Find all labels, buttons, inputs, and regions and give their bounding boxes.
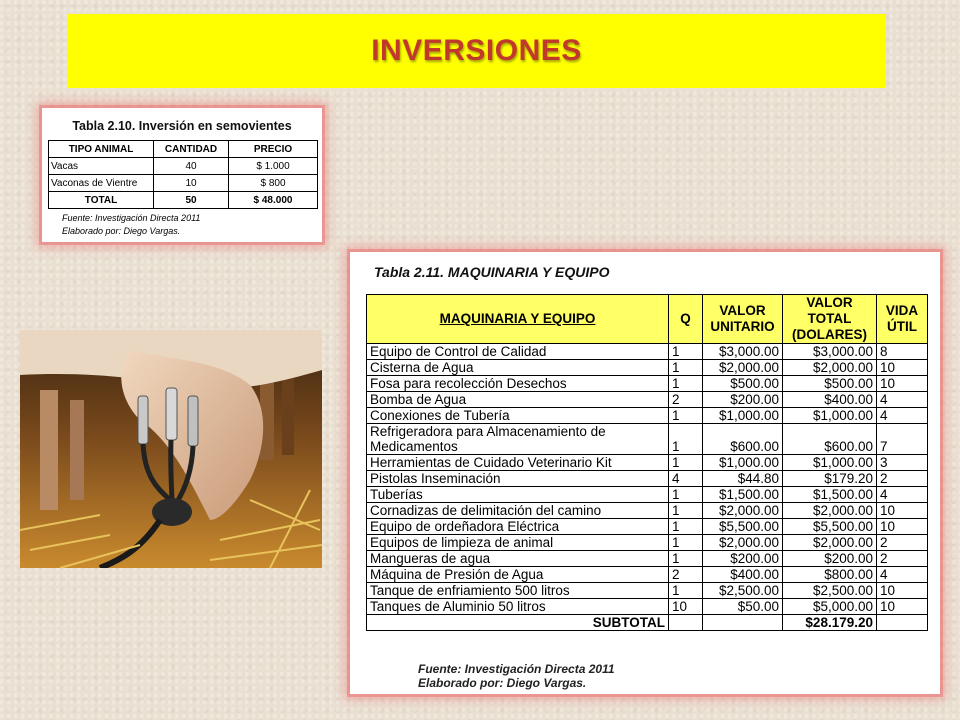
table2-cell: $5,000.00	[783, 599, 877, 615]
table2-cell: 1	[669, 535, 703, 551]
slide-title: INVERSIONES	[371, 34, 582, 67]
table1-cell: $ 1.000	[229, 158, 318, 175]
table2-title: Tabla 2.11. MAQUINARIA Y EQUIPO	[374, 264, 610, 280]
table2-cell: Fosa para recolección Desechos	[367, 376, 669, 392]
table2-cell: 2	[877, 471, 928, 487]
table2-cell: $200.00	[703, 392, 783, 408]
table1-cell: TOTAL	[49, 192, 154, 209]
table2-cell: 1	[669, 519, 703, 535]
table2-cell: $44.80	[703, 471, 783, 487]
table2-cell: Cisterna de Agua	[367, 360, 669, 376]
table2-cell: $2,500.00	[783, 583, 877, 599]
table-row	[367, 471, 928, 487]
table1-cell: 40	[154, 158, 229, 175]
title-banner	[68, 14, 885, 88]
table-row	[367, 535, 928, 551]
table2-cell: 4	[669, 471, 703, 487]
table-row	[367, 487, 928, 503]
table2-cell: $2,500.00	[703, 583, 783, 599]
table2-cell: 7	[877, 424, 928, 455]
table2-cell: $3,000.00	[783, 344, 877, 360]
table2-cell: Tanques de Aluminio 50 litros	[367, 599, 669, 615]
table2-header: VIDA ÚTIL	[877, 295, 928, 344]
table2-cell: Tanque de enfriamiento 500 litros	[367, 583, 669, 599]
table2-cell: 8	[877, 344, 928, 360]
table2-cell: 1	[669, 503, 703, 519]
table2-cell: $50.00	[703, 599, 783, 615]
table-row	[367, 376, 928, 392]
table2-cell: 1	[669, 551, 703, 567]
table2-cell: 2	[877, 535, 928, 551]
table2-cell: Mangueras de agua	[367, 551, 669, 567]
table2-cell: $2,000.00	[783, 360, 877, 376]
table2-cell: 4	[877, 487, 928, 503]
table2-cell: Pistolas Inseminación	[367, 471, 669, 487]
table-row	[367, 567, 928, 583]
table-row	[367, 583, 928, 599]
table2-cell: 4	[877, 567, 928, 583]
table1-header: CANTIDAD	[154, 141, 229, 158]
table2-cell: $5,500.00	[703, 519, 783, 535]
table2-cell: Tuberías	[367, 487, 669, 503]
table2-cell	[877, 615, 928, 631]
table2-cell: 10	[877, 360, 928, 376]
table2-cell: $1,000.00	[703, 408, 783, 424]
table2-cell: 1	[669, 360, 703, 376]
table1-header: TIPO ANIMAL	[49, 141, 154, 158]
table-row	[367, 360, 928, 376]
table2-cell: 2	[669, 567, 703, 583]
table2-cell: $2,000.00	[703, 535, 783, 551]
table2-cell: $179.20	[783, 471, 877, 487]
table2-cell: 1	[669, 487, 703, 503]
table2-cell	[669, 615, 703, 631]
table2-cell: 1	[669, 408, 703, 424]
table2-cell: 4	[877, 392, 928, 408]
table2-header: MAQUINARIA Y EQUIPO	[367, 295, 669, 344]
table1-cell: Vacas	[49, 158, 154, 175]
table2-cell: 2	[669, 392, 703, 408]
table-row	[367, 392, 928, 408]
dairy-cow-milking-photo	[20, 330, 322, 568]
table2-cell: Equipo de ordeñadora Eléctrica	[367, 519, 669, 535]
table2-cell: $5,500.00	[783, 519, 877, 535]
maquinaria-table	[366, 294, 928, 631]
table-row	[367, 408, 928, 424]
table2-cell: 10	[877, 583, 928, 599]
table-row	[367, 344, 928, 360]
table1-cell: $ 48.000	[229, 192, 318, 209]
table2-cell: $2,000.00	[783, 535, 877, 551]
table2-cell: Cornadizas de delimitación del camino	[367, 503, 669, 519]
table2-author: Elaborado por: Diego Vargas.	[418, 676, 587, 690]
table1-header: PRECIO	[229, 141, 318, 158]
table2-cell: Equipos de limpieza de animal	[367, 535, 669, 551]
table2-cell: 2	[877, 551, 928, 567]
table2-cell: $1,500.00	[703, 487, 783, 503]
subtotal-label: SUBTOTAL	[367, 615, 669, 631]
table2-header: VALOR UNITARIO	[703, 295, 783, 344]
table1-header-row	[49, 141, 318, 158]
table2-cell: $400.00	[703, 567, 783, 583]
table2-cell: Bomba de Agua	[367, 392, 669, 408]
table2-cell: $200.00	[703, 551, 783, 567]
table-row	[49, 158, 318, 175]
table2-cell: 1	[669, 344, 703, 360]
table2-cell	[703, 615, 783, 631]
table1-cell: $ 800	[229, 175, 318, 192]
table2-cell: 10	[669, 599, 703, 615]
table2-subtotal-row	[367, 615, 928, 631]
table2-cell: $3,000.00	[703, 344, 783, 360]
table2-cell: $200.00	[783, 551, 877, 567]
table2-cell: $2,000.00	[703, 360, 783, 376]
table1-source: Fuente: Investigación Directa 2011	[62, 213, 201, 223]
table2-cell: $500.00	[783, 376, 877, 392]
table2-cell: 1	[669, 583, 703, 599]
table2-cell: 1	[669, 376, 703, 392]
table-row	[367, 599, 928, 615]
table2-cell: $600.00	[703, 424, 783, 455]
maquinaria-table-card	[350, 252, 940, 694]
table2-cell: 1	[669, 455, 703, 471]
table2-cell: $2,000.00	[783, 503, 877, 519]
table2-cell: Equipo de Control de Calidad	[367, 344, 669, 360]
table2-cell: 10	[877, 376, 928, 392]
table2-cell: 4	[877, 408, 928, 424]
table2-cell: $1,000.00	[703, 455, 783, 471]
subtotal-value: $28.179.20	[783, 615, 877, 631]
table2-cell: 10	[877, 519, 928, 535]
table1-title: Tabla 2.10. Inversión en semovientes	[72, 119, 292, 133]
table2-header: VALOR TOTAL (DOLARES)	[783, 295, 877, 344]
table-row	[367, 503, 928, 519]
table2-cell: Refrigeradora para Almacenamiento de Medicamentos	[367, 424, 669, 455]
table1-cell: 50	[154, 192, 229, 209]
semovientes-table-card	[42, 108, 322, 242]
table2-cell: Herramientas de Cuidado Veterinario Kit	[367, 455, 669, 471]
table-row	[367, 551, 928, 567]
table1-cell: 10	[154, 175, 229, 192]
table2-cell: Máquina de Presión de Agua	[367, 567, 669, 583]
table1-total-row	[49, 192, 318, 209]
table2-cell: $1,000.00	[783, 408, 877, 424]
semovientes-table	[48, 140, 318, 209]
table2-cell: 10	[877, 503, 928, 519]
table2-cell: $2,000.00	[703, 503, 783, 519]
table2-cell: $800.00	[783, 567, 877, 583]
table1-cell: Vaconas de Vientre	[49, 175, 154, 192]
table2-cell: 10	[877, 599, 928, 615]
table2-cell: 1	[669, 424, 703, 455]
table2-cell: $400.00	[783, 392, 877, 408]
table2-source: Fuente: Investigación Directa 2011	[418, 662, 615, 676]
table2-cell: Conexiones de Tubería	[367, 408, 669, 424]
table2-cell: $1,500.00	[783, 487, 877, 503]
table-row	[367, 519, 928, 535]
table1-author: Elaborado por: Diego Vargas.	[62, 226, 181, 236]
table-row	[367, 455, 928, 471]
table2-cell: $600.00	[783, 424, 877, 455]
table-row	[49, 175, 318, 192]
table2-header: Q	[669, 295, 703, 344]
table-row	[367, 424, 928, 455]
table2-cell: $500.00	[703, 376, 783, 392]
table2-cell: $1,000.00	[783, 455, 877, 471]
table2-cell: 3	[877, 455, 928, 471]
table2-header-row	[367, 295, 928, 344]
